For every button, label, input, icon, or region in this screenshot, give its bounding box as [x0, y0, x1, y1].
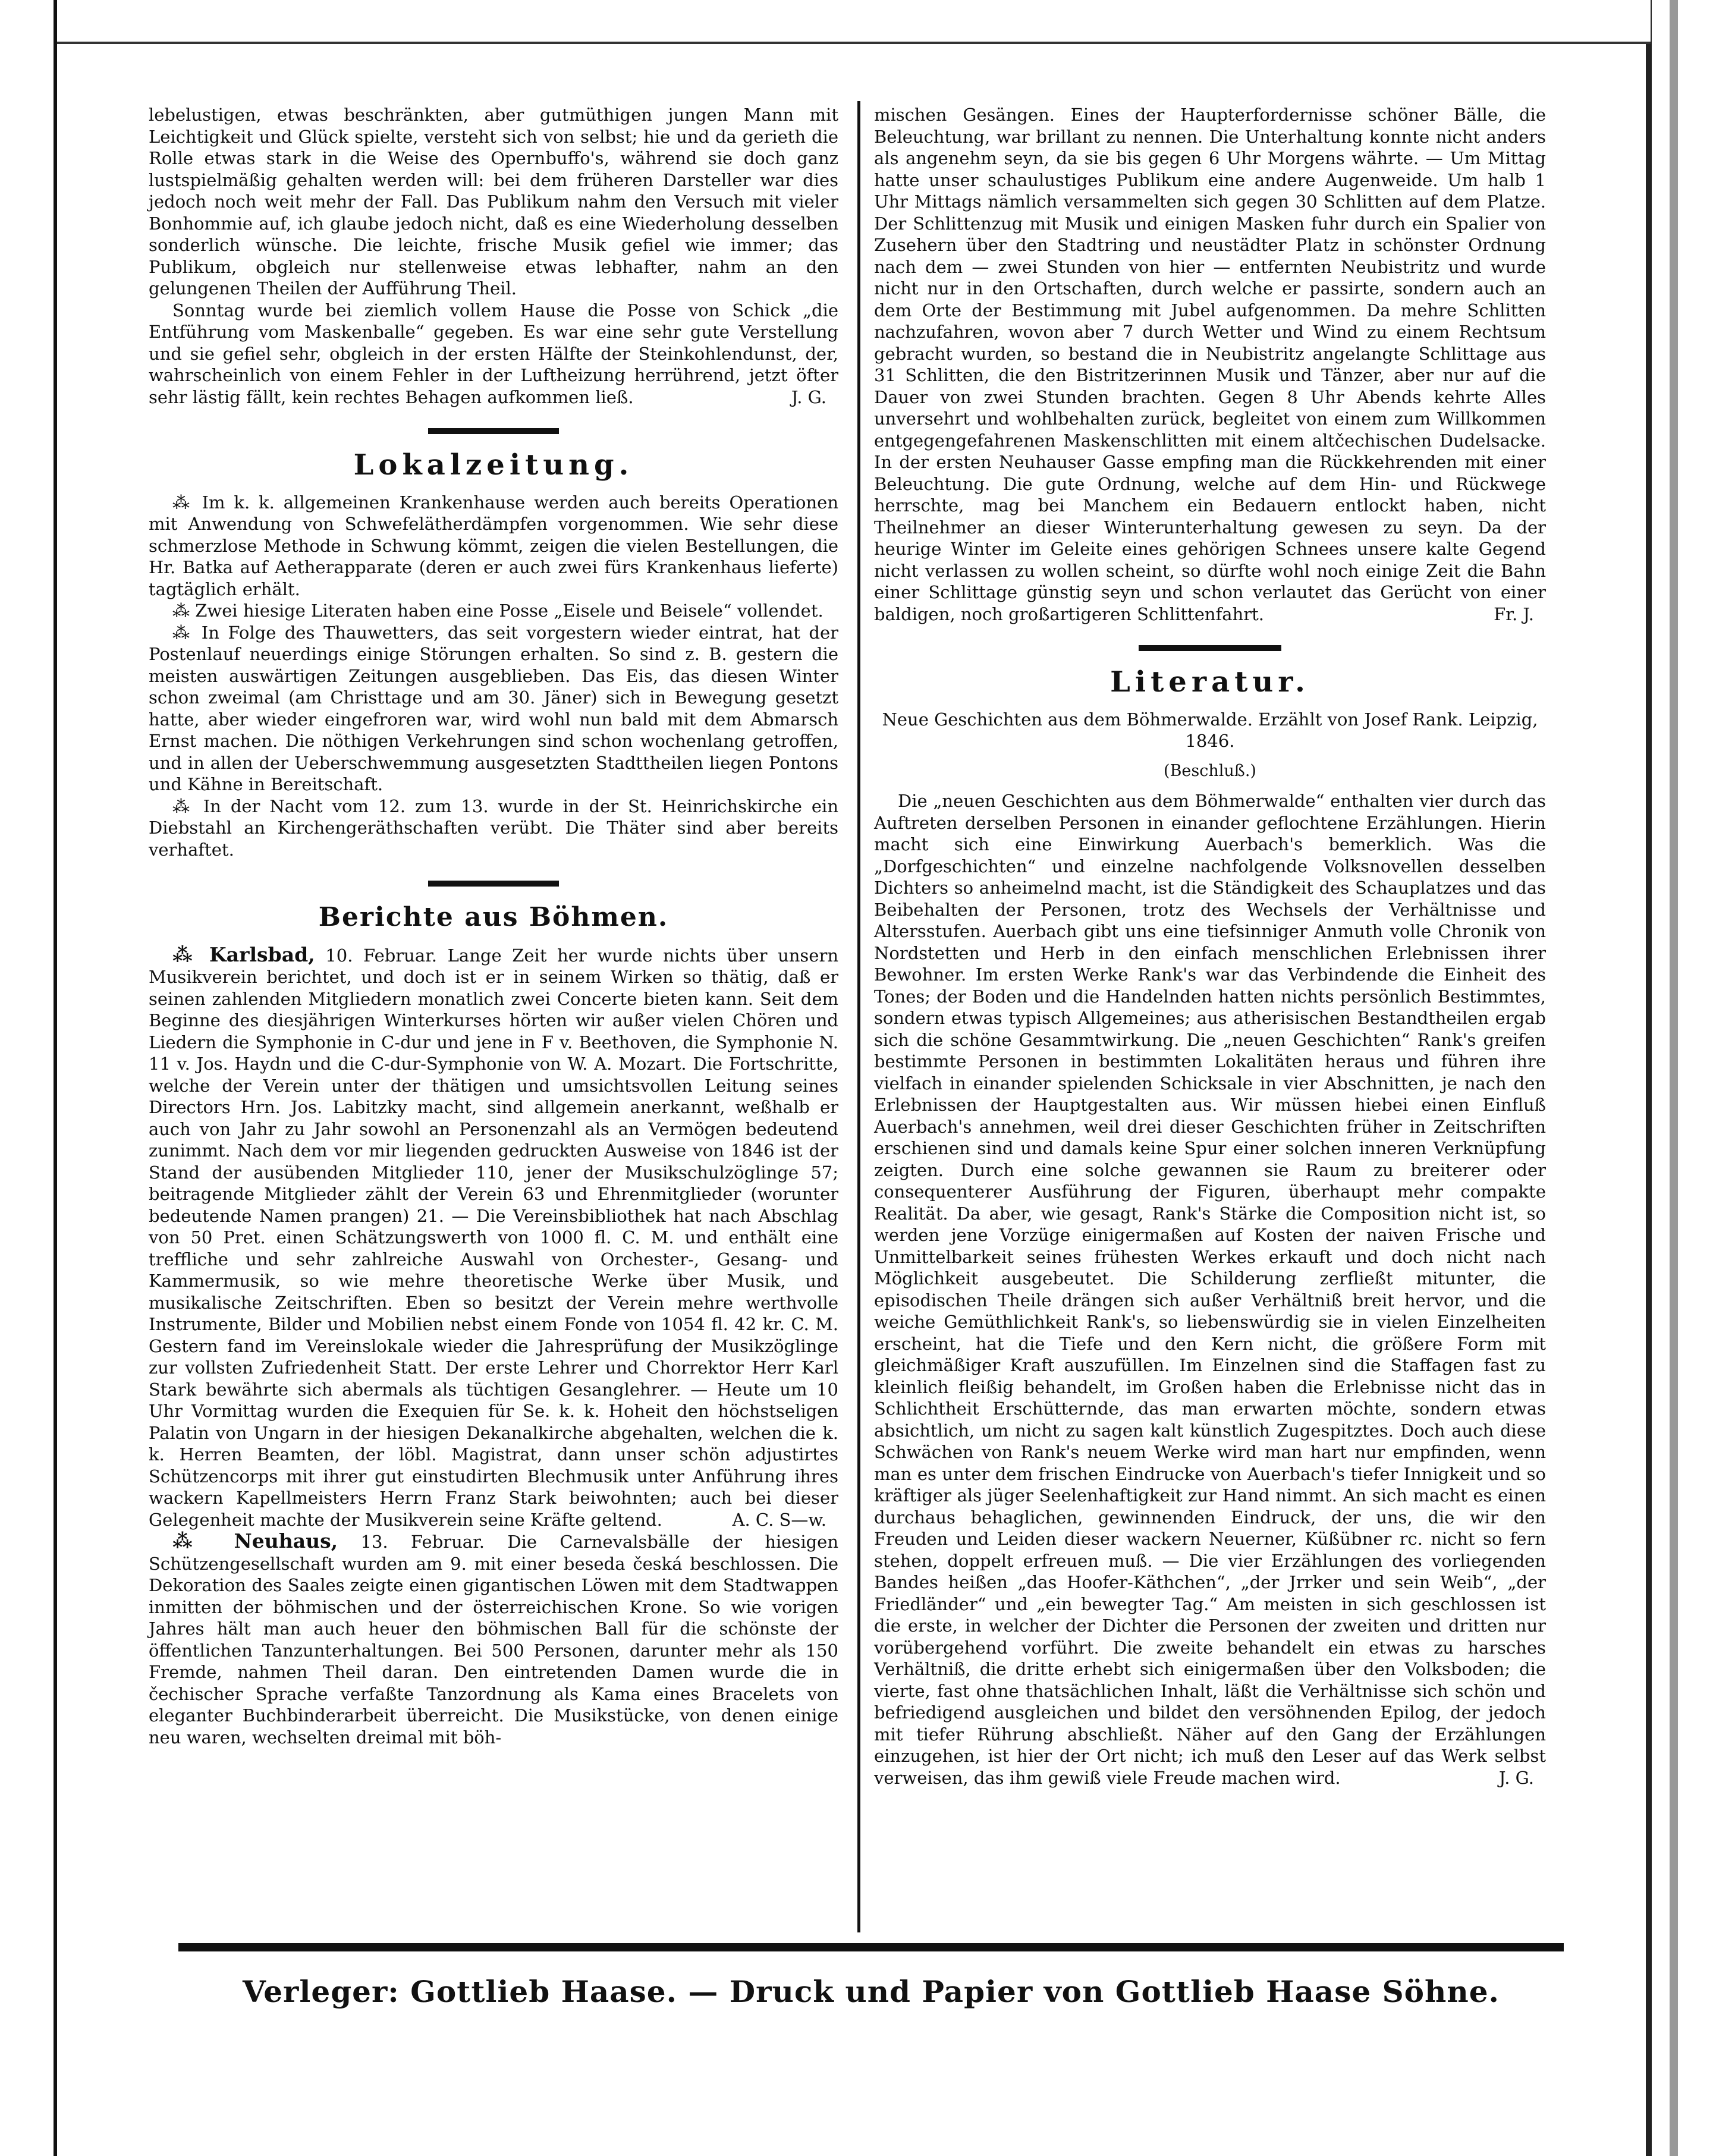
- dateline-karlsbad: ⁂ Karlsbad,: [172, 942, 315, 966]
- heading-lokalzeitung: Lokalzeitung.: [353, 448, 634, 482]
- review-signature: J. G.: [1498, 1767, 1534, 1788]
- left-column: [149, 104, 838, 1748]
- book-review-text: Die „neuen Geschichten aus dem Böhmerwalde“ enthalten vier durch das Auftreten derselben Personen in einander geflochtene Erzählungen. Hierin macht sich eine Einwirkung Auerbach's bemerklich. Was die „Dorfgeschichten“ und einzelne nachfolgende Volksnovellen desselben Dichters so anheimelnd macht, ist die Ständigkeit des Schauplatzes und das Beibehalten der Personen, trotz des Wechsels der Verhältnisse und Altersstufen. Auerbach gibt uns eine tiefsinniger Anmuth volle Chronik von Nordstetten und Herb in den einfach menschlichen Erlebnissen ihrer Bewohner. Im ersten Werke Rank's war das Verbindende die Einheit des Tones; der Boden und die Handelnden hatten nichts persönlich Bestimmtes, sondern etwas typisch Allgemeines; aus atherisischen Bestandtheilen ergab sich die schöne Gesammtwirkung. Die „neuen Geschichten“ Rank's greifen bestimmte Personen in bestimmten Lokalitäten heraus und führen ihre vielfach in einander spielenden Schicksale in vier Abschnitten, je nach den Erlebnissen der Hauptgestalten aus. Wir müssen hiebei einen Einfluß Auerbach's annehmen, weil drei dieser Geschichten früher in Zeitschriften erschienen sind und damals keine Spur einer solchen inneren Verknüpfung zeigten. Durch eine solche gewannen sie Raum zu breiterer oder consequenterer Ausführung der Figuren, überhaupt mehr compakte Realität. Da aber, wie gesagt, Rank's Stärke die Composition nicht ist, so werden jene Vorzüge einigermaßen auf Kosten der naiven Frische und Unmittelbarkeit seines frühesten Werkes erkauft und doch nicht nach Möglichkeit ausgebeutet. Die Schilderung zerfließt mitunter, die episodischen Theile drängen sich außer Verhältniß breit hervor, und die weiche Gemüthlichkeit Rank's, so liebenswürdig sie in vielen Einzelheiten erscheint, hat die Tiefe und den Kern nicht, die größere Form mit gleichmäßiger Kraft auszufüllen. Im Einzelnen sind die Staffagen fast zu kleinlich fleißig behandelt, im Großen haben die Erlebnisse nicht das in Schlichtheit Erschütternde, das man erwarten möchte, sondern etwas absichtlich, um nicht zu sagen kalt künstlich Zugespitztes. Doch auch diese Schwächen von Rank's neuem Werke wird man hart nur empfinden, wenn man es unter dem frischen Eindrucke von Auerbach's tiefer Innigkeit und so kräftiger als jüger Seelenhaftigkeit zur Hand nimmt. An sich macht es einen durchaus behaglichen, gewinnenden Eindruck, der uns, die wir den Freuden und Leiden dieser wackern Neuerner, Küßübner rc. nicht so fern stehen, doppelt erfreuen muß. — Die vier Erzählungen des vorliegenden Bandes heißen „das Hoofer-Käthchen“, „der Jrrker und sein Weib“, „der Friedländer“ und „ein bewegter Tag.“ Am meisten in sich geschlossen ist die erste, in welcher der Dichter die Personen der zweiten und dritten nur vorübergehend vorführt. Die zweite behandelt ein etwas zu harsches Verhältniß, die dritte erhebt sich einigermaßen über den Volksboden; die vierte, fast ohne thatsächlichen Inhalt, läßt die Verhältnisse sich schön und befriedigend ausgleichen und bildet den versöhnenden Epilog, der jedoch mit tiefer Rührung abschließt. Näher auf den Gang der Erzählungen einzugehen, ist hier der Ort nicht; ich muß den Leser auf das Werk selbst verweisen, das ihm gewiß viele Freude machen wird.: [874, 791, 1546, 1788]
- section-divider: [428, 881, 559, 887]
- scan-left-edge: [0, 0, 57, 2156]
- theater-signature: J. G.: [791, 386, 826, 407]
- theater-review-continued: lebelustigen, etwas beschränkten, aber gutmüthigen jungen Mann mit Leichtigkeit und Glück spielte, versteht sich von selbst; hie und da gerieth die Rolle etwas stark in die Weise des Opernbuffo's, während sie doch ganz lustspielmäßig gehalten werden will: bei dem früheren Darsteller war dies jedoch noch weit mehr der Fall. Das Publikum nahm den Versuch mit vieler Bonhommie auf, ich glaube jedoch nicht, daß es eine Wiederholung desselben sonderlich wünsche. Die leichte, frische Musik gefiel wie immer; das Publikum, obgleich nur stellenweise etwas lebhafter, nahm an den gelungenen Theilen der Aufführung Theil.: [149, 105, 838, 298]
- theater-review-sunday: [149, 300, 838, 408]
- lokal-item-thauwetter: ⁂ In Folge des Thauwetters, das seit vorgestern wieder eintrat, hat der Postenlauf neuerdings einige Störungen erhalten. So sind z. B. gestern die meisten auswärtigen Zeitungen ausgeblieben. Das Eis, das diesen Winter schon zweimal (am Christtage und am 30. Jäner) sich in Bewegung gesetzt hatte, aber wieder eingefroren war, wird wohl nun bald mit dem Abmarsch Ernst machen. Die nöthigen Verkehrungen sind schon wochenlang getroffen, und in allen der Ueberschwemmung ausgesetzten Stadttheilen liegen Pontons und Kähne in Bereitschaft.: [149, 622, 838, 794]
- column-divider: [857, 101, 860, 1932]
- section-divider: [428, 428, 559, 434]
- neuhaus-signature: Fr. J.: [1494, 604, 1534, 624]
- report-karlsbad: [149, 944, 838, 1531]
- report-neuhaus: [149, 1530, 838, 1748]
- section-divider: [1139, 645, 1281, 651]
- book-title: Neue Geschichten aus dem Böhmerwalde. Erzählt von Josef Rank. Leipzig, 1846.: [882, 709, 1538, 751]
- theater-review-sunday-text: Sonntag wurde bei ziemlich vollem Hause die Posse von Schick „die Entführung vom Maskenballe“ gegeben. Es war eine sehr gute Verstellung und sie gefiel sehr, obgleich in der ersten Hälfte der Steinkohlendunst, der, wahrscheinlich von einem Fehler in der Luftheizung herrührend, jetzt öfter sehr lästig fällt, kein rechtes Behagen aufkommen ließ.: [149, 300, 838, 407]
- heading-literatur: Literatur.: [1110, 665, 1310, 699]
- book-review: [874, 790, 1546, 1789]
- report-karlsbad-text: 10. Februar. Lange Zeit her wurde nichts über unsern Musikverein berichtet, und doch ist er in seinem Wirken so thätig, daß er seinen zahlenden Mitgliedern monatlich zwei Concerte bieten kann. Seit dem Beginne des diesjährigen Winterkurses hörten wir außer vielen Chören und Liedern die Symphonie in C-dur und jene in F v. Beethoven, die Symphonie N. 11 v. Jos. Haydn und die C-dur-Symphonie von W. A. Mozart. Die Fortschritte, welche der Verein unter der thätigen und umsichtsvollen Leitung seines Directors Hrn. Jos. Labitzky macht, sind allgemein anerkannt, weßhalb er auch von Jahr zu Jahr sowohl an Personenzahl als an Vermögen bedeutend zunimmt. Nach dem vor mir liegenden gedruckten Ausweise von 1846 ist der Stand der ausübenden Mitglieder 110, jener der Musikschulzöglinge 57; beitragende Mitglieder zählt der Verein 63 und Ehrenmitglieder (worunter bedeutende Namen prangen) 21. — Die Vereinsbibliothek hat nach Abschlag von 50 Pret. einen Schätzungswerth von 1000 fl. C. M. und enthält eine treffliche und sehr zahlreiche Auswahl von Orchester-, Gesang- und Kammermusik, so wie mehre theoretische Werke über Musik, und musikalische Zeitschriften. Eben so besitzt der Verein mehre werthvolle Instrumente, Bilder und Mobilien nebst einem Fonde von 1054 fl. 42 kr. C. M. Gestern fand im Vereinslokale wieder die Jahresprüfung der Musikzöglinge zur vollsten Zufriedenheit Statt. Der erste Lehrer und Chorrektor Herr Karl Stark bewährte sich abermals als tüchtigen Gesanglehrer. — Heute um 10 Uhr Vormittag wurden die Exequien für Se. k. k. Hoheit den höchstseligen Palatin von Ungarn in der hiesigen Dekanalkirche abgehalten, welchen die k. k. Herren Beamten, der löbl. Magistrat, dann unser schön adjustirtes Schützencorps mit ihrer gut einstudirten Blechmusik unter Anführung ihres wackern Kapellmeisters Herrn Franz Stark beiwohnten; auch bei dieser Gelegenheit machte der Musikverein seine Kräfte geltend.: [149, 945, 839, 1530]
- report-neuhaus-continued-text: mischen Gesängen. Eines der Haupterfordernisse schöner Bälle, die Beleuchtung, war brillant zu nennen. Die Unterhaltung konnte nicht anders als angenehm seyn, da sie bis gegen 6 Uhr Morgens währte. — Um Mittag hatte unser schaulustiges Publikum eine andere Augenweide. Um halb 1 Uhr Mittags nämlich versammelten sich gegen 30 Schlitten auf dem Platze. Der Schlittenzug mit Musik und einigen Masken fuhr durch ein Spalier von Zusehern über den Stadtring und neustädter Platz in schönster Ordnung nach dem — zwei Stunden von hier — entfernten Neubistritz und wurde nicht nur in den Ortschaften, durch welche er passirte, sondern auch an dem Orte der Bestimmung mit Jubel aufgenommen. Da mehre Schlitten nachzufahren, wovon aber 7 durch Wetter und Wind zu einem Rechtsum gebracht wurden, so bestand die in Neubistritz angelangte Schlittage aus 31 Schlitten, die den Bistritzerinnen Musik und Tänzer, aber nur auf die Dauer von zwei Stunden brachten. Gegen 8 Uhr Abends kehrte Alles unversehrt und wohlbehalten zurück, begleitet von einem zum Willkommen entgegengefahrenen Maskenschlitten mit einem altčechischen Dudelsacke. In der ersten Neuhauser Gasse empfing man die Rückkehrenden mit einer Beleuchtung. Die gute Ordnung, welche auf dem Hin- und Rückwege herrschte, mag bei Manchem ein Bedauern entlockt haben, nicht Theilnehmer an dieser Winterunterhaltung gewesen zu seyn. Da der heurige Winter im Geleite eines gehörigen Schnees unsere kalte Gegend nicht verlassen zu wollen scheint, so dürfte wohl noch einige Zeit die Bahn einer Schlittage günstig seyn und schon verlautet das Gerücht von einer baldigen, noch großartigeren Schlittenfahrt.: [874, 105, 1546, 624]
- conclusion-note: (Beschluß.): [1164, 761, 1256, 780]
- lokal-item-diebstahl: ⁂ In der Nacht vom 12. zum 13. wurde in der St. Heinrichskirche ein Diebstahl an Kirchengeräthschaften verübt. Die Thäter sind aber bereits verhaftet.: [149, 796, 838, 860]
- heading-berichte-aus-boehmen: Berichte aus Böhmen.: [318, 902, 669, 932]
- dateline-neuhaus: ⁂ Neuhaus,: [172, 1529, 338, 1552]
- scan-right-edge: [1646, 0, 1735, 2156]
- right-column: [874, 104, 1546, 1789]
- scan-top-edge: [57, 0, 1651, 44]
- report-neuhaus-continued: [874, 104, 1546, 625]
- publisher-imprint: Verleger: Gottlieb Haase. — Druck und Papier von Gottlieb Haase Söhne.: [243, 1974, 1500, 2009]
- footer-rule: [178, 1943, 1564, 1951]
- karlsbad-signature: A. C. S—w.: [732, 1509, 826, 1530]
- report-neuhaus-text: 13. Februar. Die Carnevalsbälle der hiesigen Schützengesellschaft wurden am 9. mit einer beseda česká beschlossen. Die Dekoration des Saales zeigte einen gigantischen Löwen mit dem Stadtwappen inmitten der böhmischen und der österreichischen Krone. So wie vorigen Jahres hält man auch heuer den böhmischen Ball für die schönste der öffentlichen Tanzunterhaltungen. Bei 500 Personen, darunter mehr als 150 Fremde, nahmen Theil daran. Den eintretenden Damen wurde die in čechischer Sprache verfaßte Tanzordnung als Kama eines Bracelets von eleganter Buchbinderarbeit überreicht. Die Musikstücke, von denen einige neu waren, wechselten dreimal mit böh-: [149, 1532, 838, 1748]
- lokal-item-posse: ⁂ Zwei hiesige Literaten haben eine Posse „Eisele und Beisele“ vollendet.: [172, 601, 824, 621]
- lokal-item-krankenhaus: ⁂ Im k. k. allgemeinen Krankenhause werden auch bereits Operationen mit Anwendung von Schwefelätherdämpfen vorgenommen. Wie sehr diese schmerzlose Methode in Schwung kömmt, zeigen die vielen Bestellungen, die Hr. Batka auf Aetherapparate (deren er auch zwei fürs Krankenhaus lieferte) tagtäglich erhält.: [149, 492, 838, 599]
